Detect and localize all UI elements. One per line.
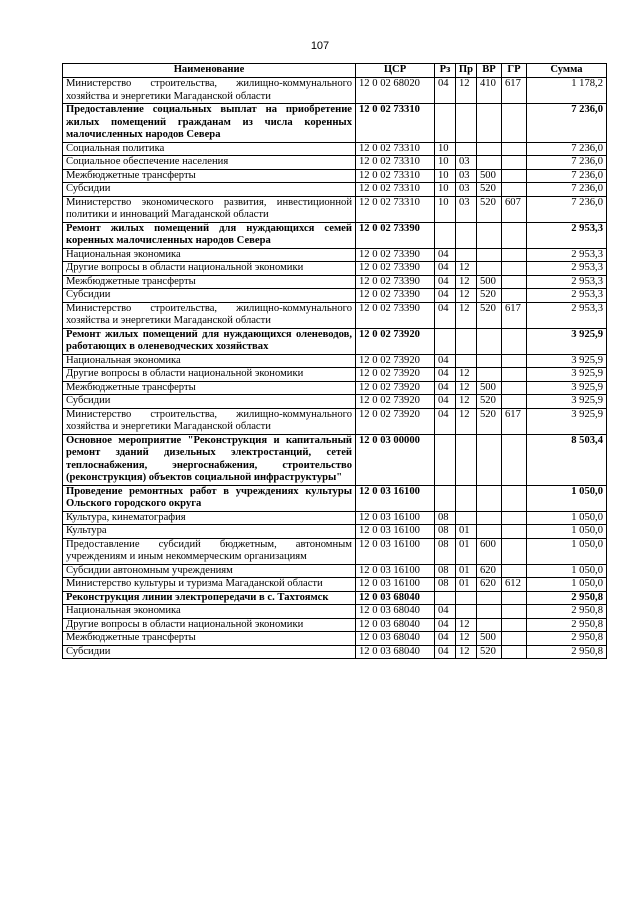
cell-rz: [435, 434, 456, 485]
cell-rz: 10: [435, 196, 456, 222]
cell-gr: [502, 632, 527, 646]
cell-sum: 1 050,0: [527, 511, 607, 525]
cell-pr: 12: [456, 275, 477, 289]
cell-sum: 1 050,0: [527, 564, 607, 578]
cell-sum: 2 950,8: [527, 645, 607, 659]
header-gr: ГР: [502, 64, 527, 78]
table-row: [63, 169, 607, 183]
cell-rz: 04: [435, 78, 456, 104]
table-row: [63, 196, 607, 222]
cell-name: Реконструкция линии электропередачи в с. Тахтоямск: [63, 591, 356, 605]
cell-sum: 7 236,0: [527, 169, 607, 183]
cell-csr: 12 0 03 16100: [356, 525, 435, 539]
table-row: [63, 104, 607, 143]
cell-rz: 08: [435, 525, 456, 539]
cell-rz: 04: [435, 368, 456, 382]
cell-sum: 2 953,3: [527, 262, 607, 276]
cell-sum: 7 236,0: [527, 183, 607, 197]
cell-gr: [502, 434, 527, 485]
cell-csr: 12 0 03 16100: [356, 511, 435, 525]
cell-pr: 03: [456, 156, 477, 170]
cell-csr: 12 0 03 68040: [356, 632, 435, 646]
cell-rz: 04: [435, 395, 456, 409]
table-row: [63, 564, 607, 578]
cell-pr: 12: [456, 78, 477, 104]
cell-sum: 2 953,3: [527, 289, 607, 303]
cell-rz: [435, 222, 456, 248]
cell-name: Субсидии: [63, 645, 356, 659]
cell-rz: 04: [435, 645, 456, 659]
cell-vr: 500: [477, 275, 502, 289]
cell-vr: [477, 222, 502, 248]
cell-pr: 03: [456, 169, 477, 183]
cell-vr: [477, 248, 502, 262]
cell-name: Другие вопросы в области национальной экономики: [63, 368, 356, 382]
header-rz: Рз: [435, 64, 456, 78]
cell-rz: 04: [435, 248, 456, 262]
cell-pr: 03: [456, 183, 477, 197]
cell-sum: 2 950,8: [527, 591, 607, 605]
cell-rz: [435, 328, 456, 354]
cell-gr: [502, 275, 527, 289]
cell-gr: [502, 605, 527, 619]
cell-vr: 500: [477, 632, 502, 646]
cell-vr: 520: [477, 408, 502, 434]
table-row: [63, 275, 607, 289]
cell-name: Министерство строительства, жилищно-коммунального хозяйства и энергетики Магаданской области: [63, 302, 356, 328]
cell-name: Межбюджетные трансферты: [63, 632, 356, 646]
cell-csr: 12 0 02 73920: [356, 354, 435, 368]
cell-name: Ремонт жилых помещений для нуждающихся оленеводов, работающих в оленеводческих хозяйствах: [63, 328, 356, 354]
cell-sum: 2 953,3: [527, 248, 607, 262]
cell-rz: 10: [435, 156, 456, 170]
cell-rz: 08: [435, 578, 456, 592]
cell-vr: 410: [477, 78, 502, 104]
cell-gr: [502, 395, 527, 409]
cell-name: Министерство культуры и туризма Магаданской области: [63, 578, 356, 592]
cell-pr: 12: [456, 645, 477, 659]
cell-sum: 2 953,3: [527, 222, 607, 248]
cell-sum: 1 178,2: [527, 78, 607, 104]
table-row: [63, 222, 607, 248]
cell-gr: [502, 262, 527, 276]
cell-vr: 520: [477, 395, 502, 409]
cell-name: Межбюджетные трансферты: [63, 169, 356, 183]
table-row: [63, 645, 607, 659]
cell-rz: 04: [435, 381, 456, 395]
cell-vr: [477, 485, 502, 511]
cell-rz: 10: [435, 183, 456, 197]
cell-name: Министерство строительства, жилищно-коммунального хозяйства и энергетики Магаданской области: [63, 78, 356, 104]
cell-pr: [456, 485, 477, 511]
cell-gr: [502, 328, 527, 354]
cell-sum: 1 050,0: [527, 538, 607, 564]
cell-rz: 08: [435, 511, 456, 525]
cell-vr: 520: [477, 302, 502, 328]
cell-gr: [502, 538, 527, 564]
cell-rz: 04: [435, 275, 456, 289]
table-row: [63, 289, 607, 303]
cell-pr: 12: [456, 289, 477, 303]
cell-pr: 12: [456, 262, 477, 276]
cell-csr: 12 0 03 00000: [356, 434, 435, 485]
cell-csr: 12 0 03 16100: [356, 564, 435, 578]
cell-vr: [477, 511, 502, 525]
page-number: 107: [310, 40, 330, 52]
cell-vr: 500: [477, 169, 502, 183]
cell-name: Субсидии: [63, 183, 356, 197]
cell-rz: 08: [435, 538, 456, 564]
cell-csr: 12 0 02 73310: [356, 142, 435, 156]
cell-pr: [456, 354, 477, 368]
cell-vr: 520: [477, 289, 502, 303]
cell-rz: 08: [435, 564, 456, 578]
cell-rz: 04: [435, 618, 456, 632]
table-row: [63, 368, 607, 382]
header-name: Наименование: [63, 64, 356, 78]
cell-csr: 12 0 02 73390: [356, 302, 435, 328]
cell-pr: 12: [456, 618, 477, 632]
cell-sum: 3 925,9: [527, 381, 607, 395]
cell-vr: 620: [477, 578, 502, 592]
cell-name: Национальная экономика: [63, 354, 356, 368]
cell-csr: 12 0 02 73920: [356, 395, 435, 409]
cell-csr: 12 0 02 73310: [356, 156, 435, 170]
header-vr: ВР: [477, 64, 502, 78]
table-row: [63, 511, 607, 525]
cell-csr: 12 0 02 73390: [356, 262, 435, 276]
cell-gr: [502, 564, 527, 578]
cell-pr: 12: [456, 408, 477, 434]
cell-vr: [477, 368, 502, 382]
cell-sum: 7 236,0: [527, 104, 607, 143]
cell-name: Другие вопросы в области национальной экономики: [63, 618, 356, 632]
cell-vr: [477, 591, 502, 605]
table-row: [63, 434, 607, 485]
cell-gr: [502, 381, 527, 395]
cell-pr: 12: [456, 632, 477, 646]
cell-vr: 520: [477, 196, 502, 222]
cell-name: Межбюджетные трансферты: [63, 275, 356, 289]
cell-pr: [456, 142, 477, 156]
cell-sum: 3 925,9: [527, 328, 607, 354]
cell-gr: [502, 525, 527, 539]
cell-pr: 03: [456, 196, 477, 222]
cell-name: Культура, кинематография: [63, 511, 356, 525]
cell-csr: 12 0 03 68040: [356, 591, 435, 605]
cell-rz: 10: [435, 169, 456, 183]
cell-rz: 04: [435, 408, 456, 434]
cell-gr: 617: [502, 78, 527, 104]
cell-sum: 2 953,3: [527, 275, 607, 289]
cell-csr: 12 0 02 73310: [356, 169, 435, 183]
cell-sum: 1 050,0: [527, 578, 607, 592]
cell-sum: 3 925,9: [527, 368, 607, 382]
cell-vr: 520: [477, 645, 502, 659]
cell-csr: 12 0 03 68040: [356, 605, 435, 619]
cell-csr: 12 0 02 73390: [356, 275, 435, 289]
cell-gr: [502, 645, 527, 659]
cell-gr: [502, 169, 527, 183]
cell-name: Предоставление субсидий бюджетным, автономным учреждениям и иным некоммерческим организациям: [63, 538, 356, 564]
cell-rz: [435, 591, 456, 605]
cell-rz: 04: [435, 354, 456, 368]
cell-pr: 01: [456, 525, 477, 539]
table-row: [63, 605, 607, 619]
table-row: [63, 395, 607, 409]
cell-sum: 7 236,0: [527, 196, 607, 222]
cell-gr: [502, 142, 527, 156]
table-row: [63, 248, 607, 262]
cell-gr: 617: [502, 408, 527, 434]
cell-vr: [477, 262, 502, 276]
cell-csr: 12 0 02 73920: [356, 368, 435, 382]
table-header-row: [63, 64, 607, 78]
cell-sum: 7 236,0: [527, 142, 607, 156]
cell-pr: 01: [456, 564, 477, 578]
table-row: [63, 632, 607, 646]
cell-sum: 3 925,9: [527, 408, 607, 434]
cell-pr: [456, 591, 477, 605]
cell-pr: [456, 328, 477, 354]
cell-csr: 12 0 02 73310: [356, 104, 435, 143]
cell-rz: 04: [435, 632, 456, 646]
cell-rz: [435, 485, 456, 511]
cell-pr: 01: [456, 538, 477, 564]
cell-rz: 04: [435, 289, 456, 303]
cell-sum: 3 925,9: [527, 395, 607, 409]
cell-name: Проведение ремонтных работ в учреждениях культуры Ольского городского округа: [63, 485, 356, 511]
cell-csr: 12 0 02 73310: [356, 196, 435, 222]
table-row: [63, 78, 607, 104]
cell-pr: 12: [456, 368, 477, 382]
cell-name: Субсидии: [63, 395, 356, 409]
cell-csr: 12 0 03 68040: [356, 645, 435, 659]
cell-pr: [456, 511, 477, 525]
cell-rz: 04: [435, 262, 456, 276]
cell-csr: 12 0 02 73310: [356, 183, 435, 197]
cell-csr: 12 0 03 68040: [356, 618, 435, 632]
cell-vr: [477, 525, 502, 539]
cell-csr: 12 0 02 73920: [356, 381, 435, 395]
table-row: [63, 381, 607, 395]
cell-sum: 2 953,3: [527, 302, 607, 328]
cell-csr: 12 0 02 73390: [356, 289, 435, 303]
cell-name: Социальное обеспечение населения: [63, 156, 356, 170]
cell-vr: 500: [477, 381, 502, 395]
cell-sum: 2 950,8: [527, 632, 607, 646]
cell-gr: [502, 248, 527, 262]
cell-csr: 12 0 02 73390: [356, 222, 435, 248]
cell-csr: 12 0 02 73390: [356, 248, 435, 262]
cell-vr: [477, 618, 502, 632]
cell-sum: 1 050,0: [527, 525, 607, 539]
cell-rz: [435, 104, 456, 143]
cell-name: Другие вопросы в области национальной экономики: [63, 262, 356, 276]
cell-pr: 01: [456, 578, 477, 592]
header-pr: Пр: [456, 64, 477, 78]
cell-vr: [477, 605, 502, 619]
cell-name: Социальная политика: [63, 142, 356, 156]
header-csr: ЦСР: [356, 64, 435, 78]
table-row: [63, 578, 607, 592]
cell-csr: 12 0 03 16100: [356, 485, 435, 511]
cell-name: Субсидии автономным учреждениям: [63, 564, 356, 578]
table-row: [63, 183, 607, 197]
cell-vr: 600: [477, 538, 502, 564]
cell-pr: 12: [456, 302, 477, 328]
cell-sum: 3 925,9: [527, 354, 607, 368]
header-sum: Сумма: [527, 64, 607, 78]
cell-gr: 607: [502, 196, 527, 222]
cell-vr: [477, 434, 502, 485]
cell-pr: 12: [456, 381, 477, 395]
table-row: [63, 156, 607, 170]
cell-vr: [477, 354, 502, 368]
cell-gr: [502, 156, 527, 170]
cell-sum: 1 050,0: [527, 485, 607, 511]
cell-pr: [456, 222, 477, 248]
cell-name: Национальная экономика: [63, 248, 356, 262]
cell-sum: 2 950,8: [527, 618, 607, 632]
cell-vr: [477, 142, 502, 156]
cell-gr: [502, 289, 527, 303]
cell-gr: [502, 591, 527, 605]
cell-gr: [502, 354, 527, 368]
cell-gr: [502, 485, 527, 511]
cell-sum: 8 503,4: [527, 434, 607, 485]
cell-name: Национальная экономика: [63, 605, 356, 619]
cell-vr: [477, 104, 502, 143]
table-row: [63, 408, 607, 434]
table-row: [63, 591, 607, 605]
cell-csr: 12 0 02 73920: [356, 408, 435, 434]
budget-table: [62, 63, 607, 659]
cell-name: Министерство строительства, жилищно-коммунального хозяйства и энергетики Магаданской области: [63, 408, 356, 434]
table-row: [63, 328, 607, 354]
cell-vr: [477, 328, 502, 354]
table-row: [63, 142, 607, 156]
cell-rz: 04: [435, 302, 456, 328]
cell-csr: 12 0 02 73920: [356, 328, 435, 354]
cell-name: Министерство экономического развития, инвестиционной политики и инноваций Магаданской области: [63, 196, 356, 222]
cell-csr: 12 0 02 68020: [356, 78, 435, 104]
table-row: [63, 354, 607, 368]
cell-name: Основное мероприятие "Реконструкция и капитальный ремонт зданий дизельных электростанций, сетей теплоснабжения, энергоснабжения, строительство (реконструкция) объектов социальной инфраструктуры": [63, 434, 356, 485]
cell-pr: [456, 434, 477, 485]
cell-sum: 2 950,8: [527, 605, 607, 619]
cell-name: Предоставление социальных выплат на приобретение жилых помещений гражданам из числа коренных малочисленных народов Севера: [63, 104, 356, 143]
table-row: [63, 538, 607, 564]
cell-name: Культура: [63, 525, 356, 539]
table-row: [63, 525, 607, 539]
cell-pr: [456, 248, 477, 262]
table-row: [63, 485, 607, 511]
cell-gr: 612: [502, 578, 527, 592]
cell-sum: 7 236,0: [527, 156, 607, 170]
table-row: [63, 302, 607, 328]
cell-name: Ремонт жилых помещений для нуждающихся семей коренных малочисленных народов Севера: [63, 222, 356, 248]
cell-gr: 617: [502, 302, 527, 328]
cell-gr: [502, 104, 527, 143]
cell-pr: 12: [456, 395, 477, 409]
cell-csr: 12 0 03 16100: [356, 578, 435, 592]
cell-gr: [502, 618, 527, 632]
cell-name: Субсидии: [63, 289, 356, 303]
cell-vr: 520: [477, 183, 502, 197]
cell-pr: [456, 104, 477, 143]
table-row: [63, 262, 607, 276]
cell-gr: [502, 222, 527, 248]
cell-gr: [502, 368, 527, 382]
cell-rz: 10: [435, 142, 456, 156]
cell-rz: 04: [435, 605, 456, 619]
cell-pr: [456, 605, 477, 619]
cell-name: Межбюджетные трансферты: [63, 381, 356, 395]
cell-vr: 620: [477, 564, 502, 578]
cell-csr: 12 0 03 16100: [356, 538, 435, 564]
table-row: [63, 618, 607, 632]
cell-gr: [502, 183, 527, 197]
cell-vr: [477, 156, 502, 170]
cell-gr: [502, 511, 527, 525]
